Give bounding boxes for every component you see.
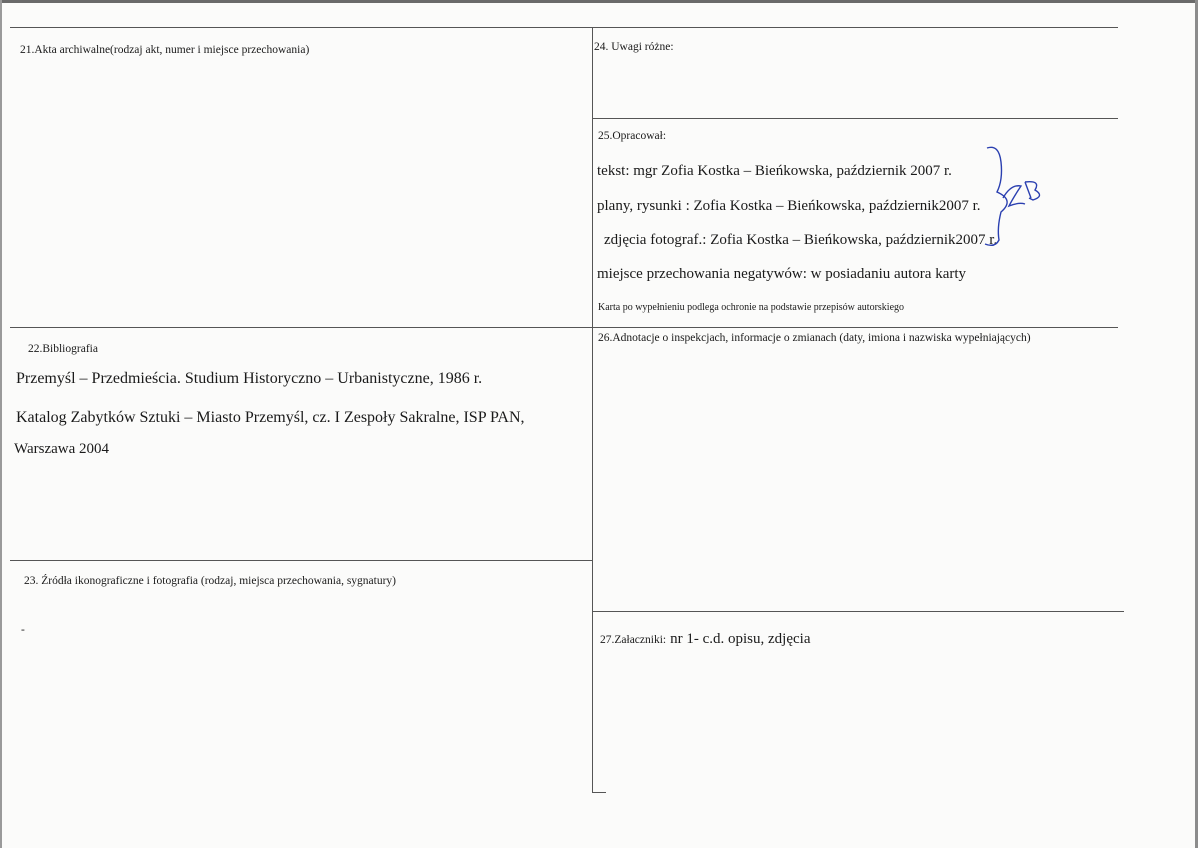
divider-21-22 <box>10 327 1118 328</box>
bibliography-entry-2: Katalog Zabytków Sztuki – Miasto Przemyśl, cz. I Zespoły Sakralne, ISP PAN, <box>16 409 525 426</box>
scan-left-edge <box>0 0 2 848</box>
section-27-label: 27.Załaczniki: <box>600 634 667 646</box>
bottom-tick <box>592 792 606 793</box>
scan-top-edge <box>0 0 1198 3</box>
bibliography-entry-3: Warszawa 2004 <box>14 441 110 457</box>
divider-26-27 <box>592 611 1124 612</box>
section-26-label: 26.Adnotacje o inspekcjach, informacje o zmianach (daty, imiona i nazwiska wypełniających) <box>598 332 1031 344</box>
handwritten-signature <box>975 140 1055 250</box>
top-rule <box>10 27 1118 28</box>
section-23-value: - <box>21 624 25 636</box>
author-photos-line: zdjęcia fotograf.: Zofia Kostka – Bieńkowska, październik2007 r. <box>604 232 998 248</box>
section-24-label: 24. Uwagi różne: <box>594 41 674 53</box>
negatives-location-line: miejsce przechowania negatywów: w posiadaniu autora karty <box>597 266 967 282</box>
copyright-note: Karta po wypełnieniu podlega ochronie na podstawie przepisów autorskiego <box>598 302 905 313</box>
section-22-label: 22.Bibliografia <box>28 343 98 355</box>
bibliography-entry-1: Przemyśl – Przedmieścia. Studium Historyczno – Urbanistyczne, 1986 r. <box>16 370 483 387</box>
section-23-label: 23. Źródła ikonograficzne i fotografia (rodzaj, miejsca przechowania, sygnatury) <box>24 575 396 587</box>
center-divider <box>592 27 593 792</box>
section-25-label: 25.Opracował: <box>598 130 667 142</box>
author-plans-line: plany, rysunki : Zofia Kostka – Bieńkowska, październik2007 r. <box>597 198 981 214</box>
divider-22-23 <box>10 560 592 561</box>
divider-24-25 <box>592 118 1118 119</box>
section-27-row <box>600 630 810 648</box>
section-21-label: 21.Akta archiwalne(rodzaj akt, numer i miejsce przechowania) <box>20 44 310 56</box>
section-27-value: nr 1- c.d. opisu, zdjęcia <box>670 631 811 647</box>
author-text-line: tekst: mgr Zofia Kostka – Bieńkowska, październik 2007 r. <box>597 163 952 179</box>
